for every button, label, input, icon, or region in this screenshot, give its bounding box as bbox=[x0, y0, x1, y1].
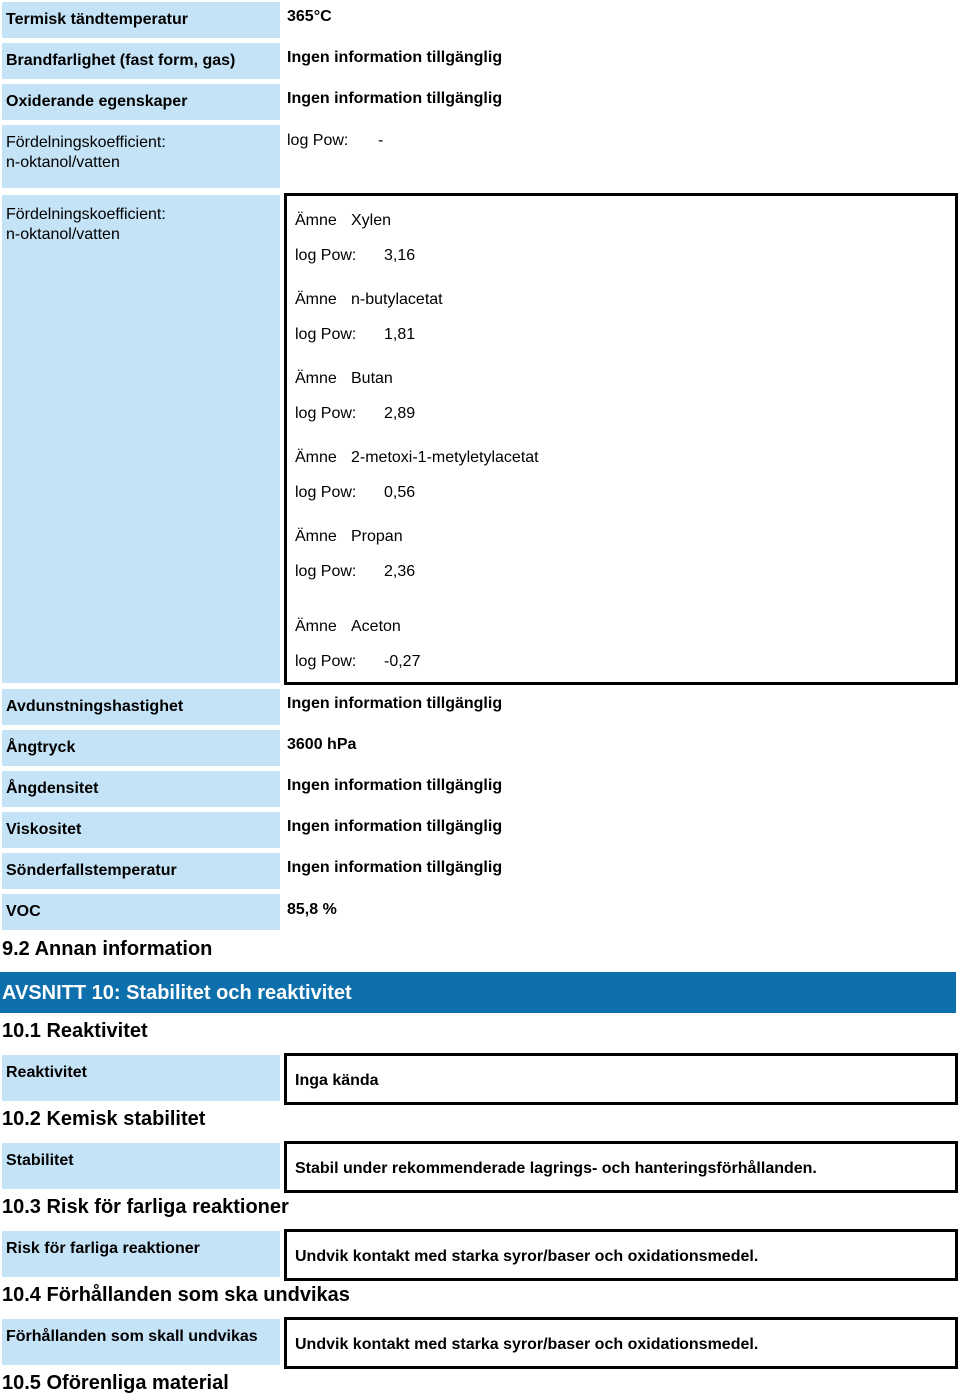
property-value bbox=[287, 131, 383, 151]
property-label: Förhållanden som skall undvikas bbox=[2, 1319, 280, 1365]
property-label: Termisk tändtemperatur bbox=[2, 2, 280, 38]
subsection-heading: 10.1 Reaktivitet bbox=[2, 1020, 148, 1042]
logpow-value: - bbox=[378, 132, 384, 149]
substance-row: Ämne Aceton bbox=[295, 618, 401, 635]
property-value: Ingen information tillgänglig bbox=[287, 859, 503, 876]
section-header: AVSNITT 10: Stabilitet och reaktivitet bbox=[0, 972, 956, 1013]
property-label: Stabilitet bbox=[2, 1143, 280, 1189]
property-value-box bbox=[284, 1229, 958, 1281]
logpow-row: log Pow: 2,89 bbox=[295, 405, 416, 422]
property-label: VOC bbox=[2, 894, 280, 930]
property-label: Viskositet bbox=[2, 812, 280, 848]
property-value: 85,8 % bbox=[287, 901, 337, 918]
property-value: Stabil under rekommenderade lagrings- och hanteringsförhållanden. bbox=[295, 1160, 817, 1177]
property-value: Undvik kontakt med starka syror/baser och oxidationsmedel. bbox=[295, 1248, 759, 1265]
property-value-box bbox=[284, 1053, 958, 1105]
logpow-row: log Pow: 2,36 bbox=[295, 563, 416, 580]
property-label: Ångdensitet bbox=[2, 771, 280, 807]
partition-substance-box bbox=[284, 193, 958, 685]
property-value: 365°C bbox=[287, 8, 332, 25]
property-label: Reaktivitet bbox=[2, 1055, 280, 1101]
property-value: Ingen information tillgänglig bbox=[287, 818, 503, 835]
property-label: Fördelningskoefficient: n-oktanol/vatten bbox=[2, 125, 280, 188]
property-value: Ingen information tillgänglig bbox=[287, 90, 503, 107]
property-value: Ingen information tillgänglig bbox=[287, 695, 503, 712]
subsection-heading: 9.2 Annan information bbox=[2, 938, 213, 960]
substance-row: Ämne 2-metoxi-1-metyletylacetat bbox=[295, 449, 539, 466]
subsection-heading: 10.4 Förhållanden som ska undvikas bbox=[2, 1284, 350, 1306]
subsection-heading: 10.2 Kemisk stabilitet bbox=[2, 1108, 206, 1130]
property-label: Oxiderande egenskaper bbox=[2, 84, 280, 120]
property-value-box bbox=[284, 1141, 958, 1193]
property-value-box bbox=[284, 1317, 958, 1369]
logpow-key: log Pow: bbox=[287, 132, 349, 149]
subsection-heading: 10.5 Oförenliga material bbox=[2, 1372, 229, 1394]
logpow-row: log Pow: -0,27 bbox=[295, 653, 421, 670]
subsection-heading: 10.3 Risk för farliga reaktioner bbox=[2, 1196, 289, 1218]
partition-label: Fördelningskoefficient: n-oktanol/vatten bbox=[2, 195, 280, 683]
substance-row: Ämne n-butylacetat bbox=[295, 291, 443, 308]
property-value: Ingen information tillgänglig bbox=[287, 49, 503, 66]
property-label: Ångtryck bbox=[2, 730, 280, 766]
property-value: Undvik kontakt med starka syror/baser och oxidationsmedel. bbox=[295, 1336, 759, 1353]
property-value: 3600 hPa bbox=[287, 736, 357, 753]
substance-row: Ämne Propan bbox=[295, 528, 403, 545]
property-label: Sönderfallstemperatur bbox=[2, 853, 280, 889]
property-label: Brandfarlighet (fast form, gas) bbox=[2, 43, 280, 79]
logpow-row: log Pow: 1,81 bbox=[295, 326, 416, 343]
property-value: Ingen information tillgänglig bbox=[287, 777, 503, 794]
property-label: Risk för farliga reaktioner bbox=[2, 1231, 280, 1277]
property-value: Inga kända bbox=[295, 1072, 379, 1089]
logpow-row: log Pow: 3,16 bbox=[295, 247, 416, 264]
logpow-row: log Pow: 0,56 bbox=[295, 484, 416, 501]
property-label: Avdunstningshastighet bbox=[2, 689, 280, 725]
substance-row: Ämne Xylen bbox=[295, 212, 392, 229]
substance-row: Ämne Butan bbox=[295, 370, 393, 387]
